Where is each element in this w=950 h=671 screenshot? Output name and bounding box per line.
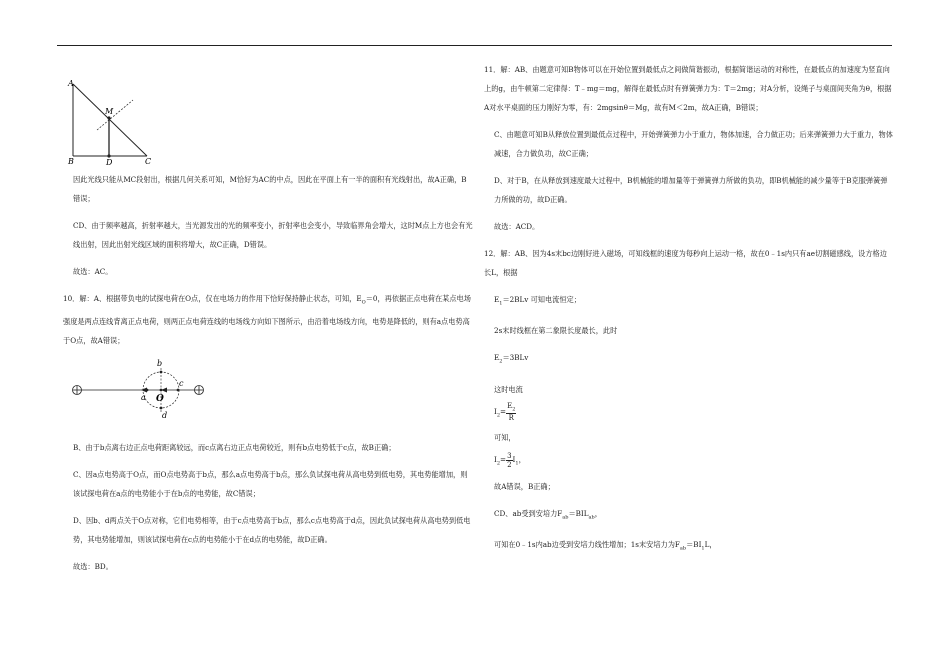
label-a: A [68,79,74,88]
label-c: C [145,157,152,166]
right-para-8: $E_2=3BLv$ [494,353,529,365]
right-para-4: 故选：ACD。 [494,222,540,231]
equation-2: $I_2=$ $\frac{3}{2}$ $I_1$， [494,451,526,469]
left-para-2: CD、由于频率越高，折射率越大，当光源发出的光的频率变小，折射率也会变小，导致临界角会增大，这时M点上方也会有光线出射，因此出射光线区域的面积将增大，故C正确，D错误。 [73,221,473,249]
right-para-11: 故A错误，B正确； [494,481,555,491]
left-para-6: C、因a点电势高于O点，而O点电势高于b点，那么a点电势高于b点，那么负试探电荷从高电势到低电势，其电势能增加，则该试探电荷在a点的电势能小于在b点的电势能，故C错误； [73,470,468,499]
equation-1: $I_2=$ $\frac{E_2}{R}$ [494,401,516,423]
fraction-e2-over-r: $\frac{E_2}{R}$ [507,401,516,423]
right-para-9: 这时电流 [494,384,523,394]
label-a-point: a [141,393,146,403]
label-d-point: d [162,411,168,421]
charge-figure [63,354,473,432]
charge-diagram [63,354,223,432]
label-d: D [106,158,113,167]
right-para-10: 可知， [494,433,516,443]
label-b: B [68,157,74,166]
left-para-3: 故选：AC。 [73,267,113,276]
right-para-12: CD、ab受到安培力$F_{ab}=BIL_{ab}$， [494,508,602,521]
triangle-diagram [63,60,203,170]
right-para-2: C、由题意可知B从释放位置到最低点过程中，开始弹簧弹力小于重力，物体加速，合力做正功；后来弹簧弹力大于重力，物体减速，合力做负功，故C正确； [494,130,893,158]
right-column [484,60,894,559]
header-rule [57,45,892,46]
fraction-three-halves: $\frac{3}{2}$ [507,451,512,469]
label-m: M [105,107,114,116]
left-column [63,60,473,576]
label-o-point: O [156,394,164,405]
left-para-4: 10．解：A、根据带负电的试探电荷在O点，仅在电场力的作用下恰好保持静止状态，可知，$E_O=0$，再依据正点电荷在某点电场强度是两点连线背离正点电荷，则两正点电荷连线的电场线方向如下图所示，由沿着电场线方向，电势是降低的，则有a点电势高于O点，故A错误； [63,294,471,346]
right-para-3: D、对于B，在从释放到速度最大过程中，B机械能的增加量等于弹簧弹力所做的负功，即B机械能的减少量等于B克服弹簧弹力所做的功，故D正确。 [494,176,888,204]
right-para-7: 2s末时线框在第二象限长度最长，此时 [494,326,618,336]
label-c-point: c [179,379,184,389]
label-b-point: b [157,359,163,369]
right-para-13: 可知在0﹣1s内ab边受到安培力线性增加；1s末安培力为$F_{ab}=BI_1L$， [494,540,717,552]
left-para-7: D、因b、d两点关于O点对称，它们电势相等，由于c点电势高于b点，那么c点电势高于d点，因此负试探电荷从高电势到低电势，其电势能增加，则该试探电荷在c点的电势能小于在d点的电势能，故D正确。 [73,516,471,545]
left-para-1: 因此光线只能从MC段射出，根据几何关系可知，M恰好为AC的中点，因此在平面上有一半的面积有光线射出，故A正确，B错误； [73,175,467,203]
left-para-5: B、由于b点离右边正点电荷距离较远，而c点离右边正点电荷较近，则有b点电势低于c点，故B正确； [73,443,396,453]
right-para-5: 12．解：AB、因为4s末bc边刚好进入磁场，可知线框的速度为每秒向上运动一格，故在0﹣1s内只有ae切割磁感线，设方格边长L，根据 [484,249,887,277]
left-para-8: 故选：BD。 [73,562,113,572]
right-para-6: $E_1=2BLv$ 可知电流恒定； [494,295,581,307]
triangle-figure [63,60,473,170]
right-para-1: 11．解：AB、由题意可知B物体可以在开始位置到最低点之间做简谐振动，根据简谐运动的对称性，在最低点的加速度为竖直向上的g，由牛顿第二定律得：T﹣mg＝mg，解得在最低点时有弹簧弹力为：T＝2mg；对A分析，设绳子与桌面间夹角为θ，根据A对水平桌面的压力刚好为零，有：2mgsinθ＝Mg，故有M＜2m，故A正确，B错误； [484,65,892,112]
